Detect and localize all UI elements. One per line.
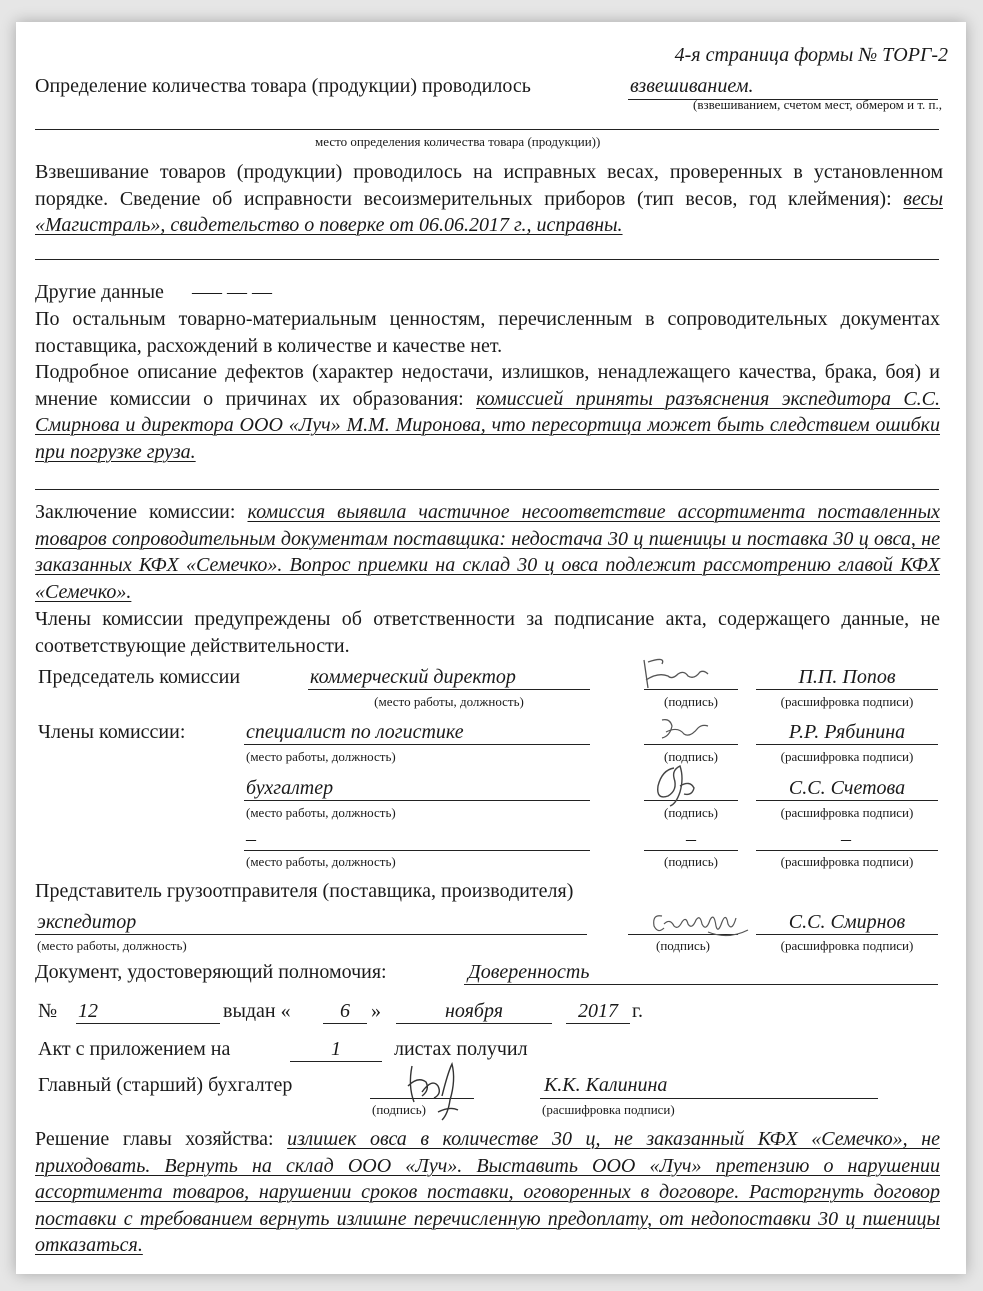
chair-signature bbox=[638, 650, 718, 696]
defects-paragraph bbox=[35, 359, 940, 465]
members-label: Члены комиссии: bbox=[38, 721, 186, 743]
accountant-signature bbox=[398, 1056, 478, 1124]
chair-position-caption: (место работы, должность) bbox=[374, 694, 524, 709]
member-name-line bbox=[756, 800, 938, 801]
quantity-value: взвешиванием. bbox=[630, 75, 754, 97]
authority-year-suffix: г. bbox=[632, 1000, 643, 1022]
authority-line bbox=[464, 984, 938, 985]
member-position-line bbox=[244, 850, 590, 851]
shipper-name-caption: (расшифровка подписи) bbox=[780, 938, 914, 953]
scales-text: Взвешивание товаров (продукции) проводилось на исправных весах, проверенных в установленном порядке. Сведение об исправности весоизмерительных приборов (тип весов, год клеймения): bbox=[35, 161, 943, 210]
authority-day: 6 bbox=[340, 1000, 350, 1022]
place-line bbox=[35, 129, 939, 130]
quantity-label: Определение количества товара (продукции) проводилось bbox=[35, 75, 531, 97]
chair-signature-caption: (подпись) bbox=[664, 694, 718, 709]
decision-value: излишек овса в количестве 30 ц, не заказанный КФХ «Семечко», не приходовать. Вернуть на склад ООО «Луч». Выставить ООО «Луч» претензию о нарушении ассортимента товаров, нарушении сроков поставки, оговоренных в договоре. Расторгнуть договор поставки с требованием вернуть излишне перечисленную предоплату, от недопоставки 30 ц пшеницы отказаться. bbox=[35, 1128, 940, 1256]
authority-value: Доверенность bbox=[468, 961, 590, 983]
accountant-name: К.К. Калинина bbox=[544, 1074, 668, 1096]
member-name: С.С. Счетова bbox=[788, 777, 906, 799]
authority-year: 2017 bbox=[578, 1000, 618, 1022]
member-position-caption: (место работы, должность) bbox=[246, 805, 396, 820]
chair-name-caption: (расшифровка подписи) bbox=[780, 694, 914, 709]
authority-month: ноября bbox=[444, 1000, 504, 1022]
conclusion-paragraph bbox=[35, 499, 940, 605]
chair-name-line bbox=[756, 689, 938, 690]
authority-year-line bbox=[566, 1023, 630, 1024]
receipt-label-2: листах получил bbox=[394, 1038, 528, 1060]
member-position: бухгалтер bbox=[246, 777, 334, 799]
member-name-caption: (расшифровка подписи) bbox=[780, 854, 914, 869]
shipper-signature bbox=[648, 898, 758, 948]
decision-paragraph bbox=[35, 1126, 940, 1259]
authority-number-line bbox=[76, 1023, 220, 1024]
authority-number-label: № bbox=[38, 1000, 58, 1022]
shipper-signature-caption: (подпись) bbox=[656, 938, 710, 953]
member-position: специалист по логистике bbox=[246, 721, 464, 743]
receipt-label: Акт с приложением на bbox=[38, 1038, 231, 1060]
page-label: 4-я страница формы № ТОРГ-2 bbox=[674, 44, 948, 66]
conclusion-warning: Члены комиссии предупреждены об ответственности за подписание акта, содержащего данные, не соответствующие действительности. bbox=[35, 608, 940, 657]
chair-position-line bbox=[308, 689, 590, 690]
receipt-sheets: 1 bbox=[331, 1038, 341, 1060]
authority-issued-label: выдан « bbox=[223, 1000, 291, 1022]
member-signature-caption: (подпись) bbox=[664, 805, 718, 820]
accountant-label: Главный (старший) бухгалтер bbox=[38, 1074, 293, 1096]
member-name-caption: (расшифровка подписи) bbox=[780, 805, 914, 820]
shipper-position: экспедитор bbox=[37, 911, 137, 933]
member-signature-caption: (подпись) bbox=[664, 854, 718, 869]
authority-label: Документ, удостоверяющий полномочия: bbox=[35, 961, 387, 983]
accountant-name-line bbox=[540, 1098, 878, 1099]
defects-value: комиссией приняты разъяснения экспедитора С.С. Смирнова и директора ООО «Луч» М.М. Миронова, что пересортица может быть следствием ошибки при погрузке груза. bbox=[35, 387, 940, 463]
member-signature-line bbox=[644, 850, 738, 851]
decision-label: Решение главы хозяйства: bbox=[35, 1128, 274, 1150]
member-signature-blank: – bbox=[686, 828, 696, 850]
shipper-position-caption: (место работы, должность) bbox=[37, 938, 187, 953]
member-name-caption: (расшифровка подписи) bbox=[780, 749, 914, 764]
shipper-label: Представитель грузоотправителя (поставщика, производителя) bbox=[35, 880, 574, 902]
member-position: – bbox=[246, 828, 256, 850]
authority-day-line bbox=[323, 1023, 367, 1024]
accountant-name-caption: (расшифровка подписи) bbox=[542, 1102, 675, 1117]
accountant-signature-caption: (подпись) bbox=[372, 1102, 426, 1117]
member-position-caption: (место работы, должность) bbox=[246, 749, 396, 764]
member-signature bbox=[656, 712, 716, 746]
conclusion-value: комиссия выявила частичное несоответствие ассортимента поставленных товаров сопроводительным документам поставщика: недостача 30 ц пшеницы и поставка 30 ц овса, не заказанных КФХ «Семечко». Вопрос приемки на склад 30 ц овса подлежит рассмотрению главой КФХ «Семечко». bbox=[35, 501, 940, 603]
member-signature bbox=[644, 760, 706, 810]
chair-position: коммерческий директор bbox=[310, 666, 516, 688]
member-name-line bbox=[756, 850, 938, 851]
other-label: Другие данные bbox=[35, 281, 164, 303]
shipper-position-line bbox=[35, 934, 587, 935]
shipper-name: С.С. Смирнов bbox=[788, 911, 906, 933]
other-value: ––– –– –– bbox=[192, 281, 272, 303]
divider-line bbox=[35, 259, 939, 260]
scales-paragraph bbox=[35, 159, 943, 239]
member-name: Р.Р. Рябинина bbox=[788, 721, 906, 743]
member-position-line bbox=[244, 800, 590, 801]
member-position-caption: (место работы, должность) bbox=[246, 854, 396, 869]
member-name: – bbox=[841, 828, 851, 850]
document-page bbox=[16, 22, 966, 1274]
member-position-line bbox=[244, 744, 590, 745]
quantity-hint: (взвешиванием, счетом мест, обмером и т. п., bbox=[693, 97, 942, 112]
member-signature-caption: (подпись) bbox=[664, 749, 718, 764]
defects-text: Подробное описание дефектов (характер недостачи, излишков, ненадлежащего качества, брака, боя) и мнение комиссии о причинах их образования: bbox=[35, 361, 940, 410]
receipt-sheets-line bbox=[290, 1061, 382, 1062]
chair-label: Председатель комиссии bbox=[38, 666, 241, 688]
chair-name: П.П. Попов bbox=[798, 666, 896, 688]
member-name-line bbox=[756, 744, 938, 745]
authority-month-line bbox=[396, 1023, 552, 1024]
other-text1: По остальным товарно-материальным ценностям, перечисленным в сопроводительных документах поставщика, расхождений в количестве и качестве нет. bbox=[35, 308, 940, 357]
shipper-name-line bbox=[756, 934, 938, 935]
authority-quote-close: » bbox=[371, 1000, 381, 1022]
conclusion-label: Заключение комиссии: bbox=[35, 501, 236, 523]
place-caption: место определения количества товара (продукции)) bbox=[315, 134, 601, 149]
authority-number: 12 bbox=[78, 1000, 98, 1022]
divider-line-2 bbox=[35, 489, 939, 490]
scales-value: весы «Магистраль», свидетельство о поверке от 06.06.2017 г., исправны. bbox=[35, 187, 943, 236]
